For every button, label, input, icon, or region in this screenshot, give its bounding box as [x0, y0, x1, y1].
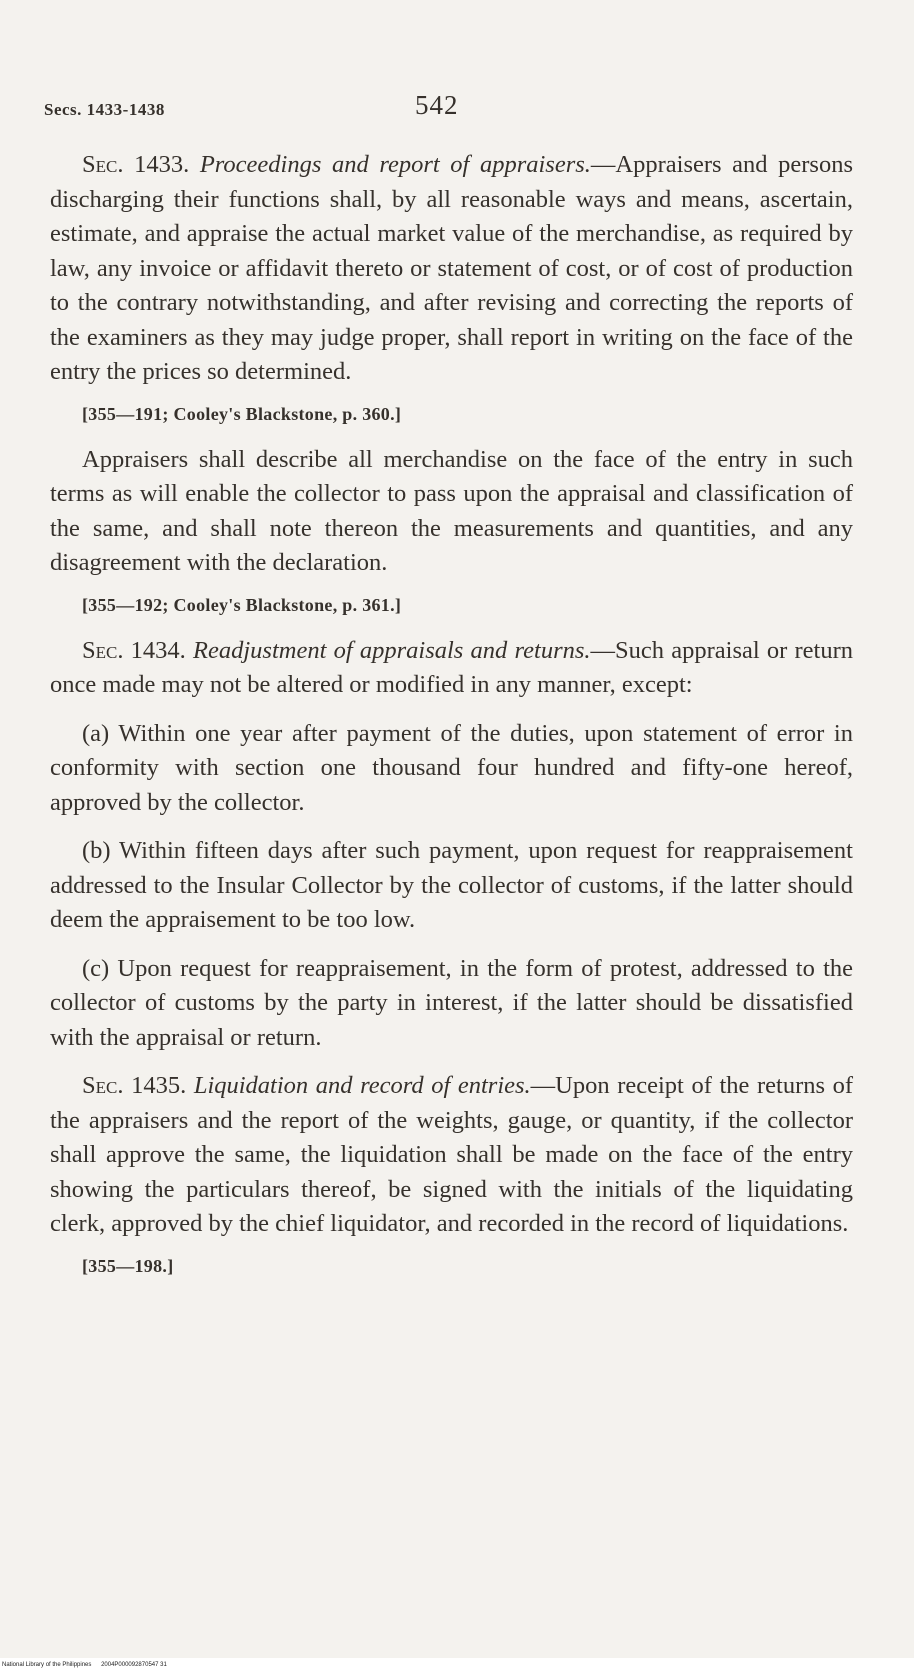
section-label: Sec. 1434.	[82, 636, 186, 664]
section-1434-paragraph	[50, 634, 853, 703]
clause-c: (c) Upon request for reappraisement, in the form of protest, addressed to the collector of customs by the party in interest, if the latter should be dissatisfied with the appraisal or return.	[50, 954, 853, 1051]
section-text: —Appraisers and persons discharging their functions shall, by all reasonable ways and means, ascertain, estimate, and appraise the actual market value of the merchandise, as required by law, any invoice or affidavit thereto or statement of cost, or of cost of production to the contrary notwithstanding, and after revising and correcting the reports of the examiners as they may judge proper, shall report in writing on the face of the entry the prices so determined.	[50, 151, 853, 385]
page-number: 542	[415, 90, 459, 120]
section-1433-paragraph	[50, 148, 853, 390]
scan-id: 2004P000092870547 31	[101, 1662, 167, 1668]
library-credit: National Library of the Philippines	[2, 1662, 92, 1668]
running-head: Secs. 1433-1438	[44, 100, 165, 119]
section-text: —Such appraisal or return once made may not be altered or modified in any manner, except:	[50, 636, 853, 698]
scan-footer	[2, 1662, 167, 1668]
section-1435-paragraph	[50, 1069, 853, 1242]
clause-a: (a) Within one year after payment of the duties, upon statement of error in conformity with section one thousand four hundred and fifty-one hereof, approved by the collector.	[50, 719, 853, 816]
citation: [355—198.]	[82, 1255, 174, 1276]
citation: [355—192; Cooley's Blackstone, p. 361.]	[82, 594, 402, 615]
section-label: Sec. 1435.	[82, 1072, 187, 1099]
section-title: Liquidation and record of entries.	[193, 1072, 531, 1099]
body-text	[50, 148, 853, 1295]
section-title: Readjustment of appraisals and returns.	[193, 636, 591, 664]
section-label: Sec. 1433.	[82, 151, 190, 178]
section-title: Proceedings and report of appraisers.	[199, 151, 591, 178]
citation: [355—191; Cooley's Blackstone, p. 360.]	[82, 403, 402, 424]
section-1433-paragraph-2: Appraisers shall describe all merchandise on the face of the entry in such terms as will enable the collector to pass upon the appraisal and classification of the same, and shall note thereon the measurements and quantities, and any disagreement with the declaration.	[50, 445, 853, 576]
clause-b: (b) Within fifteen days after such payment, upon request for reappraisement addressed to the Insular Collector by the collector of customs, if the latter should deem the appraisement to be too low.	[50, 837, 853, 933]
section-text: —Upon receipt of the returns of the appraisers and the report of the weights, gauge, or quantity, if the collector shall approve the same, the liquidation shall be made on the face of the entry showing the particulars thereof, be signed with the initials of the liquidating clerk, approved by the chief liquidator, and recorded in the record of liquidations.	[50, 1072, 854, 1237]
